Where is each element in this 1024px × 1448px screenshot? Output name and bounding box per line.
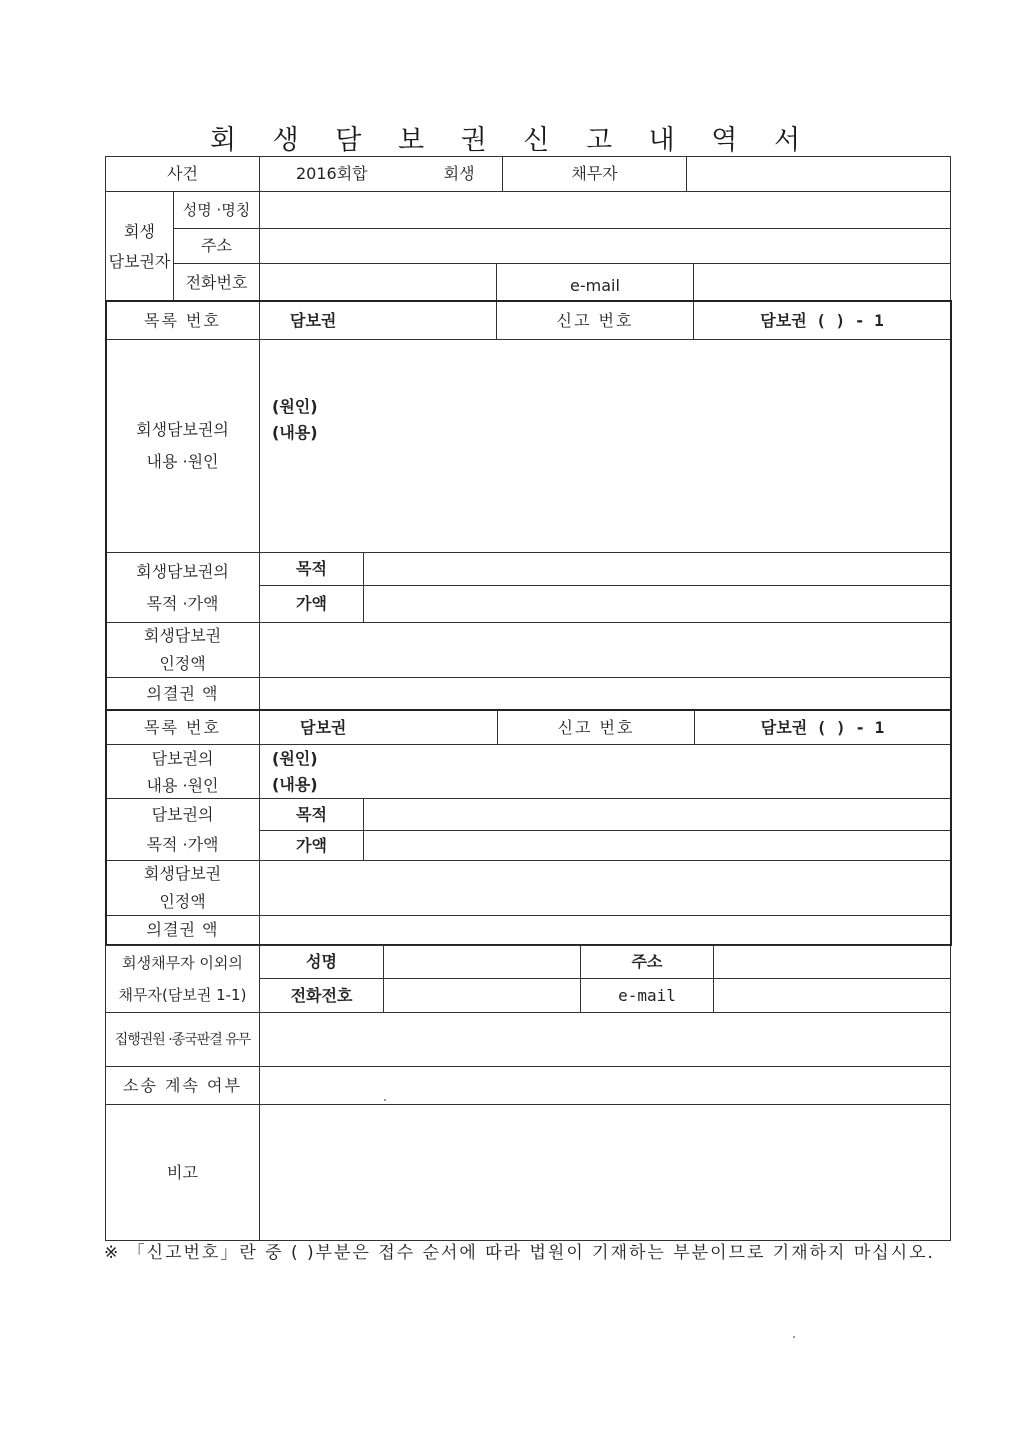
s1-approved-field[interactable] [259, 622, 951, 678]
s1-value-field[interactable] [363, 585, 951, 623]
other-debtor-name-label: 성명 [259, 945, 384, 979]
s2-purpose-group-label: 담보권의 목적 ·가액 [105, 798, 260, 861]
creditor-group-label: 회생 담보권자 [105, 191, 174, 302]
debtor-field[interactable] [686, 156, 951, 192]
s2-approved-field[interactable] [259, 860, 951, 916]
scan-speck [384, 1099, 386, 1101]
footnote: ※ 「신고번호」란 중 ( )부분은 접수 순서에 따라 법원이 기재하는 부분이므로 기재하지 마십시오. [104, 1243, 935, 1263]
s1-list-no-field[interactable]: 담보권 [259, 301, 497, 340]
s1-approved-label: 회생담보권 인정액 [105, 622, 260, 678]
debtor-label: 채무자 [502, 156, 687, 192]
creditor-phone-field[interactable] [259, 263, 497, 302]
s1-content-field[interactable] [259, 339, 951, 553]
s2-purpose-label: 목적 [259, 798, 364, 831]
s1-report-no-field[interactable]: 담보권 ( ) - 1 [693, 301, 951, 340]
remarks-field[interactable] [259, 1104, 951, 1241]
s1-list-no-label: 목록 번호 [105, 301, 260, 340]
s2-value-label: 가액 [259, 830, 364, 861]
s1-value-label: 가액 [259, 585, 364, 623]
creditor-email-field[interactable] [693, 263, 951, 302]
s1-report-no-label: 신고 번호 [496, 301, 694, 340]
s2-report-no-field[interactable]: 담보권 ( ) - 1 [694, 710, 951, 745]
creditor-name-label: 성명 ·명칭 [173, 191, 260, 229]
s1-voting-field[interactable] [259, 677, 951, 710]
s2-purpose-field[interactable] [363, 798, 951, 831]
s2-report-no-label: 신고 번호 [497, 710, 695, 745]
other-debtor-email-field[interactable] [713, 978, 951, 1013]
case-number-field[interactable] [259, 156, 503, 192]
other-debtor-name-field[interactable] [383, 945, 581, 979]
s2-content-text: (내용) [272, 774, 318, 794]
s1-purpose-field[interactable] [363, 552, 951, 586]
creditor-phone-label: 전화번호 [173, 263, 260, 302]
s2-list-no-label: 목록 번호 [105, 710, 260, 745]
case-number-text: 2016회합 [296, 164, 368, 183]
s1-content-label: 회생담보권의 내용 ·원인 [105, 339, 260, 553]
s2-voting-field[interactable] [259, 915, 951, 945]
other-debtor-phone-label: 전화전호 [259, 978, 384, 1013]
s2-list-no-field[interactable]: 담보권 [259, 710, 498, 745]
other-debtor-email-label: e-mail [580, 978, 714, 1013]
other-debtor-address-label: 주소 [580, 945, 714, 979]
scan-speck [793, 1336, 795, 1338]
s2-cause-text: (원인) [272, 748, 318, 768]
execution-label: 집행권원 ·종국판결 유무 [105, 1012, 260, 1067]
creditor-address-label: 주소 [173, 228, 260, 264]
s1-content-text: (내용) [272, 423, 318, 442]
s2-approved-label: 회생담보권 인정액 [105, 860, 260, 916]
litigation-field[interactable] [259, 1066, 951, 1105]
other-debtor-phone-field[interactable] [383, 978, 581, 1013]
s1-purpose-group-label: 회생담보권의 목적 ·가액 [105, 552, 260, 623]
s1-cause-text: (원인) [272, 397, 318, 416]
other-debtor-label: 회생채무자 이외의 채무자(담보권 1-1) [105, 945, 260, 1013]
s2-voting-label: 의결권 액 [105, 915, 260, 945]
creditor-email-label: e-mail [496, 263, 694, 302]
creditor-name-field[interactable] [259, 191, 951, 229]
creditor-address-field[interactable] [259, 228, 951, 264]
execution-field[interactable] [259, 1012, 951, 1067]
s2-value-field[interactable] [363, 830, 951, 861]
s1-voting-label: 의결권 액 [105, 677, 260, 710]
remarks-label: 비고 [105, 1104, 260, 1241]
litigation-label: 소송 계속 여부 [105, 1066, 260, 1105]
s2-content-field[interactable] [259, 744, 951, 799]
form-title: 회 생 담 보 권 신 고 내 역 서 [209, 125, 815, 156]
other-debtor-address-field[interactable] [713, 945, 951, 979]
case-suffix-text: 회생 [443, 164, 475, 183]
s2-content-label: 담보권의 내용 ·원인 [105, 744, 260, 799]
s1-purpose-label: 목적 [259, 552, 364, 586]
case-label: 사건 [105, 156, 260, 192]
